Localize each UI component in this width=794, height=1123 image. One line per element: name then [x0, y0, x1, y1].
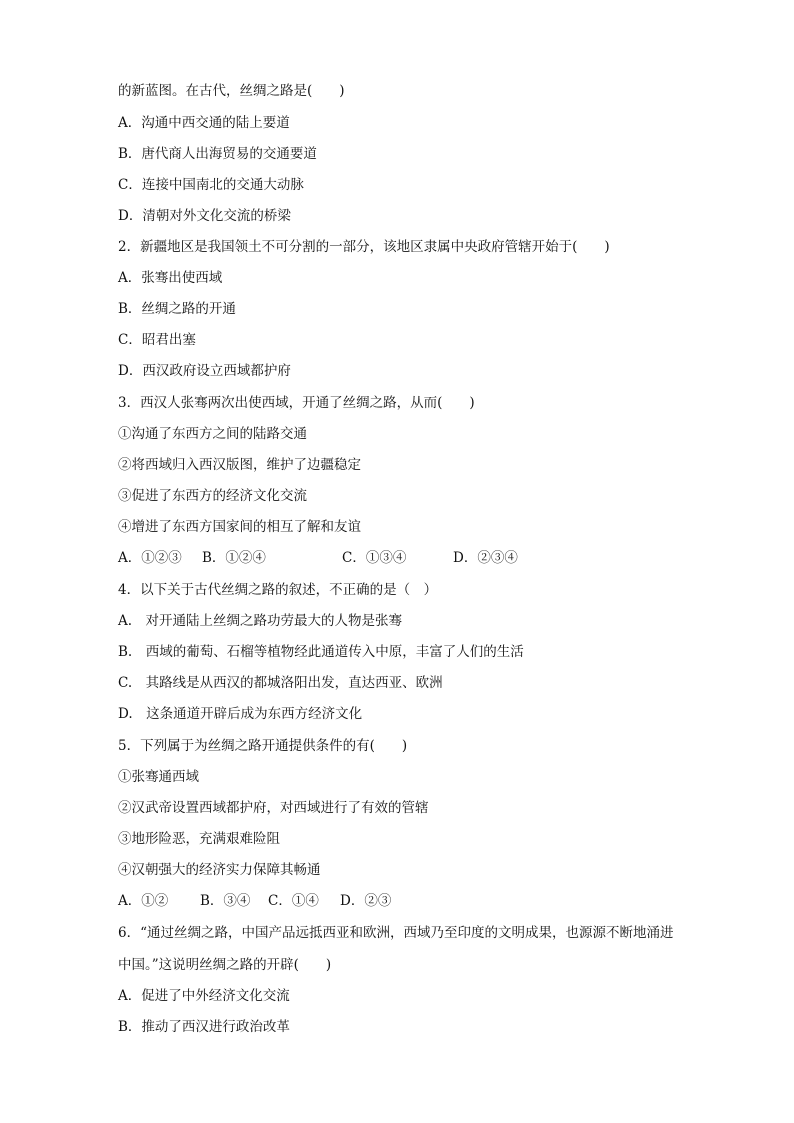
- question-4: 4．以下关于古代丝绸之路的叙述，不正确的是（ ）: [118, 582, 438, 598]
- option-line: A．张骞出使西域: [118, 270, 223, 286]
- statement-line: ③促进了东西方的经济文化交流: [118, 488, 307, 504]
- question-3: 3．西汉人张骞两次出使西域，开通了丝绸之路，从而( ): [118, 395, 475, 411]
- option-line: D．西汉政府设立西域都护府: [118, 363, 291, 379]
- option-line: B. 西域的葡萄、石榴等植物经此通道传入中原，丰富了人们的生活: [118, 644, 524, 660]
- q5-option-b: B．③④: [200, 893, 251, 909]
- statement-line: ②将西域归入西汉版图，维护了边疆稳定: [118, 457, 361, 473]
- q5-options-row: [118, 891, 718, 911]
- option-line: C．连接中国南北的交通大动脉: [118, 177, 304, 193]
- q3-options-row: [118, 548, 718, 568]
- question-6: 6．“通过丝绸之路，中国产品远抵西亚和欧洲，西域乃至印度的文明成果，也源源不断地涌进: [118, 925, 674, 941]
- statement-line: ④增进了东西方国家间的相互了解和友谊: [118, 519, 361, 535]
- q5-option-d: D．②③: [340, 893, 392, 909]
- question-6-continued: 中国。”这说明丝绸之路的开辟( ): [118, 957, 332, 973]
- option-line: A．促进了中外经济文化交流: [118, 988, 290, 1004]
- statement-line: ①沟通了东西方之间的陆路交通: [118, 426, 307, 442]
- statement-line: ④汉朝强大的经济实力保障其畅通: [118, 862, 321, 878]
- q5-option-c: C．①④: [268, 893, 319, 909]
- option-line: B．唐代商人出海贸易的交通要道: [118, 146, 317, 162]
- option-line: D．清朝对外文化交流的桥梁: [118, 208, 291, 224]
- statement-line: ①张骞通西域: [118, 769, 199, 785]
- option-line: B．丝绸之路的开通: [118, 301, 236, 317]
- option-line: C. 其路线是从西汉的都城洛阳出发，直达西亚、欧洲: [118, 675, 443, 691]
- q3-option-c: C．①③④: [342, 550, 407, 566]
- option-line: A. 对开通陆上丝绸之路功劳最大的人物是张骞: [118, 613, 403, 629]
- statement-line: ③地形险恶，充满艰难险阻: [118, 831, 280, 847]
- statement-line: ②汉武帝设置西域都护府，对西域进行了有效的管辖: [118, 800, 429, 816]
- q5-option-a: A．①②: [118, 893, 169, 909]
- question-5: 5．下列属于为丝绸之路开通提供条件的有( ): [118, 738, 408, 754]
- question-2: 2．新疆地区是我国领土不可分割的一部分，该地区隶属中央政府管辖开始于( ): [118, 239, 610, 255]
- text-line: 的新蓝图。在古代，丝绸之路是( ): [118, 83, 345, 99]
- q3-option-b: B．①②④: [202, 550, 266, 566]
- option-line: B．推动了西汉进行政治改革: [118, 1019, 290, 1035]
- option-line: C．昭君出塞: [118, 332, 196, 348]
- option-line: A．沟通中西交通的陆上要道: [118, 115, 290, 131]
- q3-option-a: A．①②③: [118, 550, 182, 566]
- q3-option-d: D．②③④: [453, 550, 518, 566]
- option-line: D. 这条通道开辟后成为东西方经济文化: [118, 706, 363, 722]
